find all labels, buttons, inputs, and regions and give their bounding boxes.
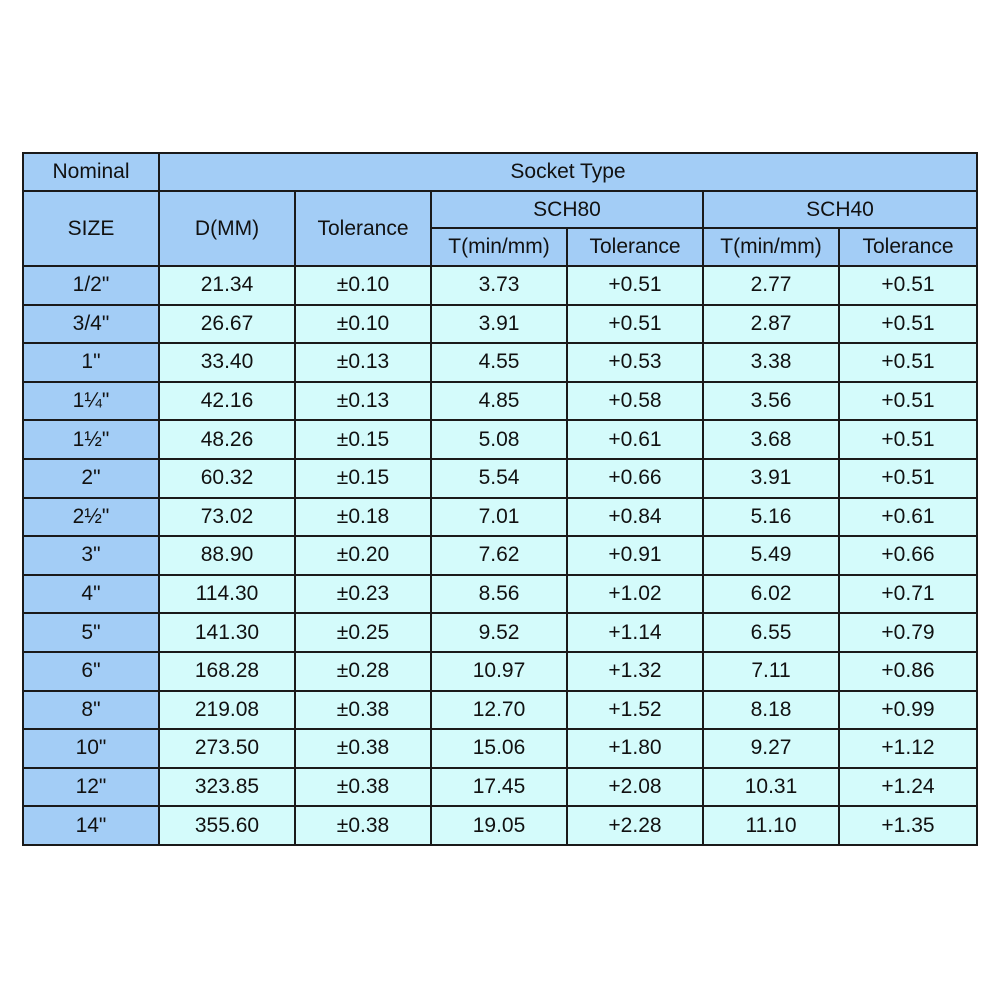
size-cell: 10" bbox=[23, 729, 159, 768]
tolerance-cell: ±0.23 bbox=[295, 575, 431, 614]
sch40-tolerance-cell: +0.66 bbox=[839, 536, 977, 575]
header-row-1 bbox=[23, 153, 977, 191]
sch80-tolerance-cell: +0.53 bbox=[567, 343, 703, 382]
sch80-tolerance-cell: +1.80 bbox=[567, 729, 703, 768]
tolerance-cell: ±0.13 bbox=[295, 343, 431, 382]
sch80-t-min-cell: 7.62 bbox=[431, 536, 567, 575]
sch40-t-min-cell: 2.77 bbox=[703, 266, 839, 305]
d-mm-cell: 323.85 bbox=[159, 768, 295, 807]
tolerance-cell: ±0.18 bbox=[295, 498, 431, 537]
size-cell: 3/4" bbox=[23, 305, 159, 344]
table-row bbox=[23, 613, 977, 652]
tolerance-cell: ±0.13 bbox=[295, 382, 431, 421]
size-cell: 6" bbox=[23, 652, 159, 691]
sch40-t-min-cell: 2.87 bbox=[703, 305, 839, 344]
sch80-tolerance-cell: +0.51 bbox=[567, 266, 703, 305]
sch80-t-min-cell: 4.55 bbox=[431, 343, 567, 382]
table-row bbox=[23, 729, 977, 768]
sch40-tolerance-cell: +0.51 bbox=[839, 382, 977, 421]
socket-spec-table bbox=[22, 152, 978, 846]
sch40-tolerance-cell: +0.61 bbox=[839, 498, 977, 537]
d-mm-cell: 21.34 bbox=[159, 266, 295, 305]
d-mm-cell: 60.32 bbox=[159, 459, 295, 498]
sch40-t-min-cell: 8.18 bbox=[703, 691, 839, 730]
sch80-tolerance-cell: +1.52 bbox=[567, 691, 703, 730]
d-mm-cell: 48.26 bbox=[159, 420, 295, 459]
table-row bbox=[23, 420, 977, 459]
table-row bbox=[23, 343, 977, 382]
sch80-t-min-cell: 9.52 bbox=[431, 613, 567, 652]
sch80-t-min-cell: 5.08 bbox=[431, 420, 567, 459]
sch40-tolerance-header: Tolerance bbox=[839, 228, 977, 266]
size-cell: 1" bbox=[23, 343, 159, 382]
table-body bbox=[23, 266, 977, 845]
size-cell: 14" bbox=[23, 806, 159, 845]
sch40-t-min-cell: 9.27 bbox=[703, 729, 839, 768]
table-row bbox=[23, 266, 977, 305]
sch80-t-min-cell: 12.70 bbox=[431, 691, 567, 730]
sch80-tolerance-cell: +2.08 bbox=[567, 768, 703, 807]
sch80-t-min-cell: 8.56 bbox=[431, 575, 567, 614]
sch40-tolerance-cell: +0.99 bbox=[839, 691, 977, 730]
size-header: SIZE bbox=[23, 191, 159, 266]
sch40-t-min-cell: 3.38 bbox=[703, 343, 839, 382]
sch80-tolerance-cell: +1.14 bbox=[567, 613, 703, 652]
sch40-t-min-cell: 6.55 bbox=[703, 613, 839, 652]
sch80-tolerance-cell: +1.02 bbox=[567, 575, 703, 614]
socket-type-header: Socket Type bbox=[159, 153, 977, 191]
sch80-tolerance-cell: +1.32 bbox=[567, 652, 703, 691]
sch40-tolerance-cell: +1.24 bbox=[839, 768, 977, 807]
table-row bbox=[23, 806, 977, 845]
size-cell: 8" bbox=[23, 691, 159, 730]
sch80-tolerance-cell: +0.58 bbox=[567, 382, 703, 421]
table-row bbox=[23, 652, 977, 691]
tolerance-cell: ±0.25 bbox=[295, 613, 431, 652]
sch40-tolerance-cell: +0.86 bbox=[839, 652, 977, 691]
d-mm-cell: 219.08 bbox=[159, 691, 295, 730]
sch40-tolerance-cell: +0.51 bbox=[839, 420, 977, 459]
d-mm-cell: 141.30 bbox=[159, 613, 295, 652]
sch40-tolerance-cell: +0.71 bbox=[839, 575, 977, 614]
sch80-t-min-cell: 3.91 bbox=[431, 305, 567, 344]
size-cell: 2" bbox=[23, 459, 159, 498]
sch40-t-min-cell: 6.02 bbox=[703, 575, 839, 614]
sch40-t-min-cell: 11.10 bbox=[703, 806, 839, 845]
d-mm-cell: 26.67 bbox=[159, 305, 295, 344]
sch40-t-min-cell: 3.91 bbox=[703, 459, 839, 498]
tolerance-cell: ±0.38 bbox=[295, 729, 431, 768]
d-mm-cell: 33.40 bbox=[159, 343, 295, 382]
sch80-tolerance-cell: +2.28 bbox=[567, 806, 703, 845]
sch80-t-min-header: T(min/mm) bbox=[431, 228, 567, 266]
tolerance-cell: ±0.38 bbox=[295, 806, 431, 845]
table-row bbox=[23, 536, 977, 575]
sch40-t-min-cell: 10.31 bbox=[703, 768, 839, 807]
tolerance-cell: ±0.10 bbox=[295, 266, 431, 305]
sch40-tolerance-cell: +0.51 bbox=[839, 343, 977, 382]
table-row bbox=[23, 498, 977, 537]
d-mm-cell: 88.90 bbox=[159, 536, 295, 575]
sch40-tolerance-cell: +0.51 bbox=[839, 459, 977, 498]
size-cell: 1½" bbox=[23, 420, 159, 459]
tolerance-cell: ±0.38 bbox=[295, 768, 431, 807]
tolerance-header: Tolerance bbox=[295, 191, 431, 266]
sch80-t-min-cell: 4.85 bbox=[431, 382, 567, 421]
sch80-t-min-cell: 19.05 bbox=[431, 806, 567, 845]
size-cell: 4" bbox=[23, 575, 159, 614]
size-cell: 1/2" bbox=[23, 266, 159, 305]
sch80-tolerance-cell: +0.91 bbox=[567, 536, 703, 575]
table-row bbox=[23, 575, 977, 614]
sch40-t-min-cell: 5.16 bbox=[703, 498, 839, 537]
sch80-t-min-cell: 3.73 bbox=[431, 266, 567, 305]
size-cell: 3" bbox=[23, 536, 159, 575]
sch80-t-min-cell: 5.54 bbox=[431, 459, 567, 498]
sch40-tolerance-cell: +0.79 bbox=[839, 613, 977, 652]
tolerance-cell: ±0.28 bbox=[295, 652, 431, 691]
sch80-t-min-cell: 10.97 bbox=[431, 652, 567, 691]
size-cell: 1¼" bbox=[23, 382, 159, 421]
size-cell: 2½" bbox=[23, 498, 159, 537]
sch80-tolerance-cell: +0.84 bbox=[567, 498, 703, 537]
d-mm-cell: 273.50 bbox=[159, 729, 295, 768]
sch80-tolerance-cell: +0.51 bbox=[567, 305, 703, 344]
sch80-tolerance-header: Tolerance bbox=[567, 228, 703, 266]
table-row bbox=[23, 691, 977, 730]
sch80-t-min-cell: 7.01 bbox=[431, 498, 567, 537]
d-mm-cell: 355.60 bbox=[159, 806, 295, 845]
table-row bbox=[23, 382, 977, 421]
d-mm-header: D(MM) bbox=[159, 191, 295, 266]
sch40-tolerance-cell: +0.51 bbox=[839, 305, 977, 344]
size-cell: 5" bbox=[23, 613, 159, 652]
sch40-tolerance-cell: +0.51 bbox=[839, 266, 977, 305]
sch80-tolerance-cell: +0.66 bbox=[567, 459, 703, 498]
d-mm-cell: 73.02 bbox=[159, 498, 295, 537]
tolerance-cell: ±0.15 bbox=[295, 459, 431, 498]
size-cell: 12" bbox=[23, 768, 159, 807]
sch80-t-min-cell: 15.06 bbox=[431, 729, 567, 768]
table-row bbox=[23, 305, 977, 344]
tolerance-cell: ±0.15 bbox=[295, 420, 431, 459]
sch40-t-min-cell: 3.68 bbox=[703, 420, 839, 459]
sch40-t-min-header: T(min/mm) bbox=[703, 228, 839, 266]
tolerance-cell: ±0.38 bbox=[295, 691, 431, 730]
sch40-header: SCH40 bbox=[703, 191, 977, 228]
d-mm-cell: 168.28 bbox=[159, 652, 295, 691]
sch80-header: SCH80 bbox=[431, 191, 703, 228]
d-mm-cell: 42.16 bbox=[159, 382, 295, 421]
sch40-t-min-cell: 7.11 bbox=[703, 652, 839, 691]
nominal-header: Nominal bbox=[23, 153, 159, 191]
sch40-t-min-cell: 3.56 bbox=[703, 382, 839, 421]
d-mm-cell: 114.30 bbox=[159, 575, 295, 614]
sch80-t-min-cell: 17.45 bbox=[431, 768, 567, 807]
sch40-t-min-cell: 5.49 bbox=[703, 536, 839, 575]
table-row bbox=[23, 459, 977, 498]
sch40-tolerance-cell: +1.35 bbox=[839, 806, 977, 845]
table-row bbox=[23, 768, 977, 807]
header-row-2 bbox=[23, 191, 977, 228]
tolerance-cell: ±0.20 bbox=[295, 536, 431, 575]
sch80-tolerance-cell: +0.61 bbox=[567, 420, 703, 459]
sch40-tolerance-cell: +1.12 bbox=[839, 729, 977, 768]
tolerance-cell: ±0.10 bbox=[295, 305, 431, 344]
